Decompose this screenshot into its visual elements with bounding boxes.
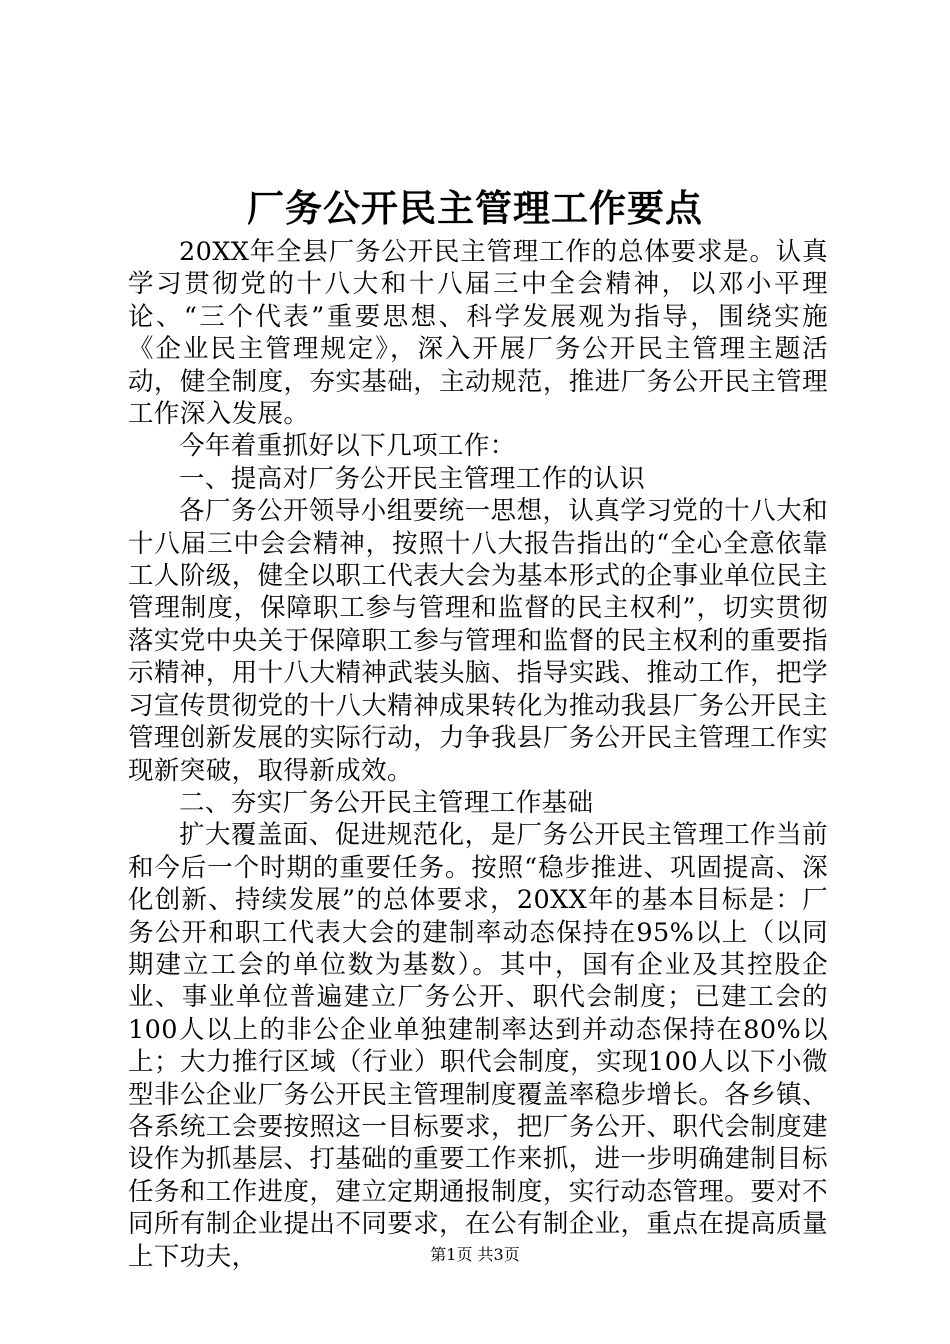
paragraph-general-requirements: 20XX年全县厂务公开民主管理工作的总体要求是。认真学习贯彻党的十八大和十八届三中全会精神，以邓小平理论、“三个代表”重要思想、科学发展观为指导，围绕实施《企业民主管理规定》，深入开展厂务公开民主管理主题活动，健全制度，夯实基础，主动规范，推进厂务公开民主管理工作深入发展。 (128, 237, 828, 430)
paragraph-section-2: 扩大覆盖面、促进规范化，是厂务公开民主管理工作当前和今后一个时期的重要任务。按照“稳步推进、巩固提高、深化创新、持续发展”的总体要求，20XX年的基本目标是：厂务公开和职工代表大会的建制率动态保持在95%以上（以同期建立工会的单位数为基数）。其中，国有企业及其控股企业、事业单位普遍建立厂务公开、职代会制度；已建工会的100人以上的非公企业单独建制率达到并动态保持在80%以上；大力推行区域（行业）职代会制度，实现100人以下小微型非公企业厂务公开民主管理制度覆盖率稳步增长。各乡镇、各系统工会要按照这一目标要求，把厂务公开、职代会制度建设作为抓基层、打基础的重要工作来抓，进一步明确建制目标任务和工作进度，建立定期通报制度，实行动态管理。要对不同所有制企业提出不同要求，在公有制企业，重点在提高质量上下功夫， (128, 820, 828, 1272)
section-heading-2: 二、夯实厂务公开民主管理工作基础 (179, 787, 594, 818)
section-heading-1: 一、提高对厂务公开民主管理工作的认识 (179, 463, 646, 494)
paragraph-section-1: 各厂务公开领导小组要统一思想，认真学习党的十八大和十八届三中会会精神，按照十八大报告指出的“全心全意依靠工人阶级，健全以职工代表大会为基本形式的企事业单位民主管理制度，保障职工参与管理和监督的民主权利”，切实贯彻落实党中央关于保障职工参与管理和监督的民主权利的重要指示精神，用十八大精神武装头脑、指导实践、推动工作，把学习宣传贯彻党的十八大精神成果转化为推动我县厂务公开民主管理创新发展的实际行动，力争我县厂务公开民主管理工作实现新突破，取得新成效。 (128, 496, 828, 786)
paragraph-work-intro: 今年着重抓好以下几项工作： (179, 431, 516, 462)
document-body (128, 236, 828, 1273)
document-title: 厂务公开民主管理工作要点 (247, 186, 703, 230)
page-footer: 第1页 共3页 (430, 1245, 520, 1264)
